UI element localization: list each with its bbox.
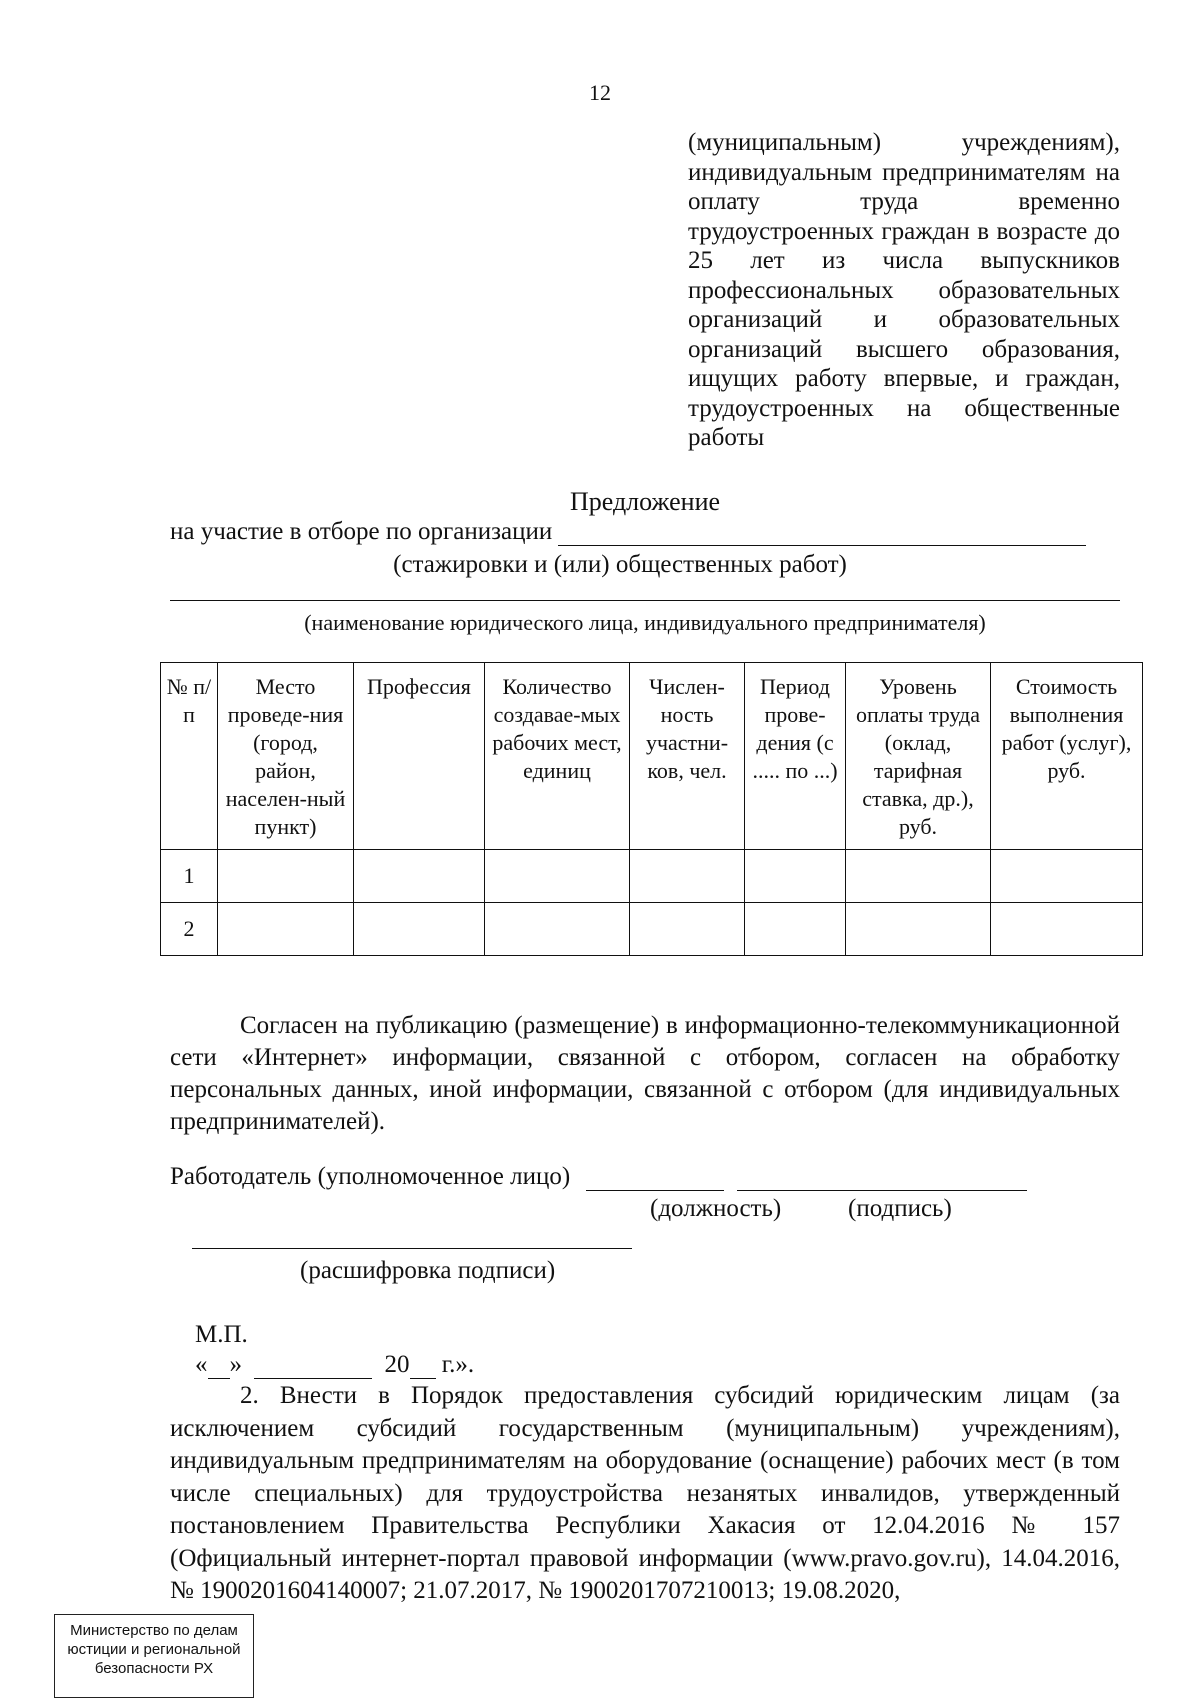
- employer-line: [170, 1162, 1027, 1191]
- table-cell: [745, 903, 846, 956]
- date-close-quote: »: [229, 1351, 242, 1378]
- table-cell: [991, 850, 1143, 903]
- table-row: [161, 903, 1143, 956]
- consent-paragraph: Согласен на публикацию (размещение) в информационно-телекоммуникационной сети «Интернет» информации, связанной с отбором, согласен на обработку персональных данных, иной информации, связанной с отбором (для индивидуальных предпринимателей).: [170, 1012, 1120, 1135]
- subtitle-caption: (стажировки и (или) общественных работ): [393, 551, 847, 578]
- stamp-line: юстиции и региональной: [67, 1641, 241, 1658]
- decode-caption: (расшифровка подписи): [300, 1257, 556, 1284]
- header-block: (муниципальным) учреждениям), индивидуальным предпринимателям на оплату труда временно трудоустроенных граждан в возрасте до 25 лет из числа выпускников профессиональных образовательных организаций и образовательных организаций высшего образования, ищущих работу впервые, и граждан, трудоустроенных на общественные работы: [688, 129, 1120, 451]
- date-line: [195, 1350, 474, 1379]
- year-prefix: 20: [384, 1351, 410, 1378]
- table-cell: [485, 850, 630, 903]
- table-cell: [218, 850, 354, 903]
- stamp-line: безопасности РХ: [94, 1660, 214, 1677]
- table-cell: [630, 850, 745, 903]
- header-jobs-count: Количество создавае-мых рабочих мест, единиц: [485, 663, 630, 850]
- header-wage-level: Уровень оплаты труда (оклад, тарифная ставка, др.), руб.: [846, 663, 991, 850]
- page-number: 12: [589, 80, 611, 105]
- table-cell: [745, 850, 846, 903]
- entity-name-blank: [170, 600, 1120, 601]
- month-blank: [254, 1358, 372, 1379]
- signature-blank: [737, 1168, 1027, 1191]
- table-cell: [846, 903, 991, 956]
- entity-caption: (наименование юридического лица, индивидуального предпринимателя): [304, 610, 986, 635]
- table-cell: [846, 850, 991, 903]
- table-header-row: [161, 663, 1143, 850]
- position-blank: [586, 1168, 724, 1191]
- day-blank: [208, 1358, 230, 1379]
- signature-caption: (подпись): [848, 1195, 952, 1222]
- stamp-line: Министерство по делам: [70, 1622, 238, 1639]
- employer-label: Работодатель (уполномоченное лицо): [170, 1163, 571, 1190]
- table-row: [161, 850, 1143, 903]
- decode-blank: [192, 1248, 632, 1249]
- header-period: Период прове-дения (с ..... по ...): [745, 663, 846, 850]
- position-caption: (должность): [650, 1195, 782, 1222]
- table-cell: [630, 903, 745, 956]
- proposal-table: [160, 662, 1143, 956]
- year-suffix: г.».: [441, 1351, 475, 1378]
- table-cell: [485, 903, 630, 956]
- date-open-quote: «: [195, 1351, 208, 1378]
- seal-label: М.П.: [195, 1321, 248, 1348]
- amendment-item-2: 2. Внести в Порядок предоставления субсидий юридическим лицам (за исключением субсидий государственным (муниципальным) учреждениям), индивидуальным предпринимателям на оборудование (оснащение) рабочих мест (в том числе специальных) для трудоустройства незанятых инвалидов, утвержденный постановлением Правительства Республики Хакасия от 12.04.2016 № 157 (Официальный интернет-портал правовой информации (www.pravo.gov.ru), 14.04.2016, № 1900201604140007; 21.07.2017, № 1900201707210013; 19.08.2020,: [170, 1382, 1120, 1604]
- header-location: Место проведе-ния (город, район, населен-ный пункт): [218, 663, 354, 850]
- document-title: Предложение: [569, 487, 721, 516]
- table-cell: [354, 903, 485, 956]
- year-blank: [410, 1358, 436, 1379]
- header-number: № п/п: [161, 663, 218, 850]
- header-profession: Профессия: [354, 663, 485, 850]
- table-cell: [991, 903, 1143, 956]
- header-cost: Стоимость выполнения работ (услуг), руб.: [991, 663, 1143, 850]
- table-cell: 1: [161, 850, 218, 903]
- ministry-stamp: [54, 1614, 254, 1698]
- table-cell: [354, 850, 485, 903]
- organization-blank: [558, 521, 1086, 546]
- table-cell: 2: [161, 903, 218, 956]
- table-cell: [218, 903, 354, 956]
- subtitle-label: на участие в отборе по организации: [170, 518, 553, 545]
- header-participants: Числен-ность участни-ков, чел.: [630, 663, 745, 850]
- subtitle-line: [170, 517, 1120, 546]
